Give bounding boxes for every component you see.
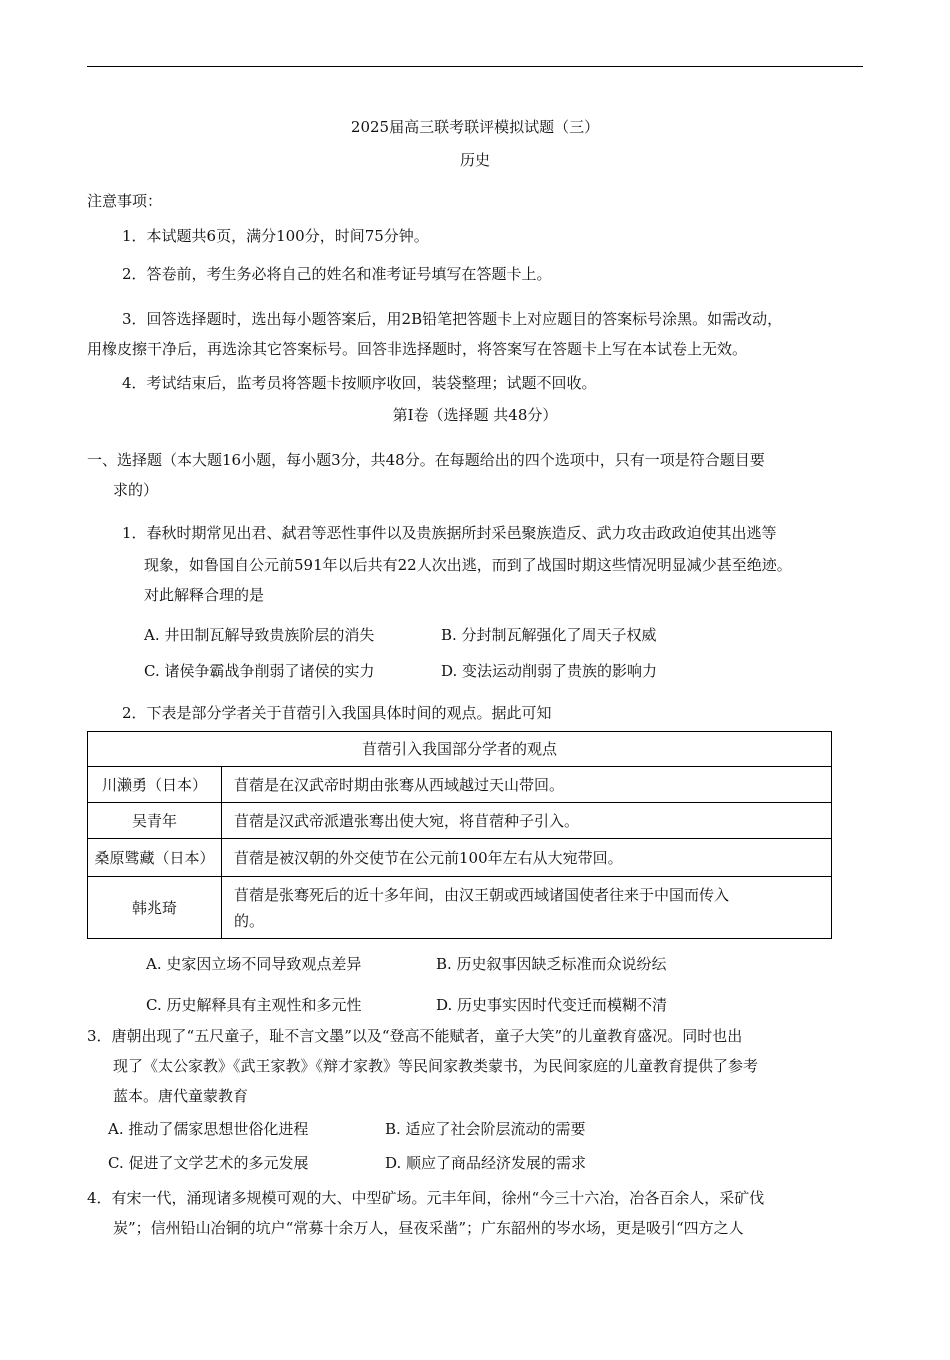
notice-item: 1．本试题共6页，满分100分，时间75分钟。: [122, 227, 429, 245]
notice-item: 4．考试结束后，监考员将答题卡按顺序收回，装袋整理；试题不回收。: [122, 374, 597, 392]
scholar-views-table: [87, 731, 832, 939]
header-rule: [87, 66, 863, 67]
notice-item: 2．答卷前，考生务必将自己的姓名和准考证号填写在答题卡上。: [122, 265, 552, 283]
table-row: [88, 767, 832, 803]
question-3-option-b: B. 适应了社会阶层流动的需要: [385, 1120, 586, 1138]
question-1-option-b: B. 分封制瓦解强化了周天子权威: [441, 626, 657, 644]
section-title: 第Ⅰ卷（选择题 共48分）: [392, 406, 558, 424]
table-caption: 苜蓿引入我国部分学者的观点: [88, 732, 832, 767]
subject-title: 历史: [459, 151, 490, 169]
exam-title: 2025届高三联考联评模拟试题（三）: [350, 118, 600, 136]
question-3-option-d: D. 顺应了商品经济发展的需求: [385, 1154, 587, 1172]
scholar-view: 苜蓿是在汉武帝时期由张骞从西域越过天山带回。: [222, 767, 832, 803]
question-1-option-c: C. 诸侯争霸战争削弱了诸侯的实力: [144, 662, 375, 680]
scholar-name: 韩兆琦: [88, 877, 222, 939]
question-2-option-a: A. 史家因立场不同导致观点差异: [146, 955, 362, 973]
question-3-stem: 蓝本。唐代童蒙教育: [113, 1087, 249, 1105]
question-1-option-d: D. 变法运动削弱了贵族的影响力: [441, 662, 658, 680]
table-row: [88, 803, 832, 839]
question-2-option-d: D. 历史事实因时代变迁而模糊不清: [436, 996, 668, 1014]
question-2-option-c: C. 历史解释具有主观性和多元性: [146, 996, 362, 1014]
question-2-stem: 2．下表是部分学者关于苜蓿引入我国具体时间的观点。据此可知: [122, 704, 552, 722]
table-caption-row: [88, 732, 832, 767]
table-row: [88, 839, 832, 877]
scholar-view-line: 的。: [234, 911, 265, 930]
scholar-view: [222, 877, 832, 939]
question-1-stem: 现象，如鲁国自公元前591年以后共有22人次出逃，而到了战国时期这些情况明显减少甚至绝迹。: [144, 556, 792, 574]
section-instruction: 一、选择题（本大题16小题，每小题3分，共48分。在每题给出的四个选项中，只有一项是符合题目要: [87, 451, 765, 469]
table-row: [88, 877, 832, 939]
question-2-option-b: B. 历史叙事因缺乏标准而众说纷纭: [436, 955, 667, 973]
question-4-stem: 炭”；信州铅山冶铜的坑户“常募十余万人，昼夜采凿”；广东韶州的岑水场，更是吸引“四方之人: [113, 1219, 744, 1237]
scholar-view: 苜蓿是汉武帝派遣张骞出使大宛，将苜蓿种子引入。: [222, 803, 832, 839]
notice-item-continued: 用橡皮擦干净后，再选涂其它答案标号。回答非选择题时，将答案写在答题卡上写在本试卷上无效。: [87, 340, 748, 358]
question-3-stem: 现了《太公家教》《武王家教》《辩才家教》等民间家教类蒙书，为民间家庭的儿童教育提供了参考: [113, 1057, 759, 1075]
scholar-name: 桑原骘藏（日本）: [88, 839, 222, 877]
question-3-stem: 3．唐朝出现了“五尺童子，耻不言文墨”以及“登高不能赋者，童子大笑”的儿童教育盛况。同时也出: [87, 1027, 743, 1045]
scholar-view-line: 苜蓿是张骞死后的近十多年间，由汉王朝或西域诸国使者往来于中国而传入: [234, 885, 730, 904]
question-4-stem: 4．有宋一代，涌现诸多规模可观的大、中型矿场。元丰年间，徐州“今三十六冶，冶各百余人，采矿伐: [87, 1189, 765, 1207]
scholar-view: 苜蓿是被汉朝的外交使节在公元前100年左右从大宛带回。: [222, 839, 832, 877]
question-1-stem: 对此解释合理的是: [144, 586, 265, 604]
question-1-stem: 1．春秋时期常见出君、弑君等恶性事件以及贵族据所封采邑聚族造反、武力攻击政政迫使其出逃等: [122, 524, 777, 542]
notice-heading: 注意事项：: [87, 192, 163, 210]
question-3-option-a: A. 推动了儒家思想世俗化进程: [108, 1120, 309, 1138]
scholar-name: 吴青年: [88, 803, 222, 839]
scholar-name: 川濑勇（日本）: [88, 767, 222, 803]
question-3-option-c: C. 促进了文学艺术的多元发展: [108, 1154, 309, 1172]
question-1-option-a: A. 井田制瓦解导致贵族阶层的消失: [144, 626, 375, 644]
notice-item: 3．回答选择题时，选出每小题答案后，用2B铅笔把答题卡上对应题目的答案标号涂黑。如需改动，: [122, 310, 783, 328]
section-instruction-continued: 求的）: [113, 481, 159, 499]
